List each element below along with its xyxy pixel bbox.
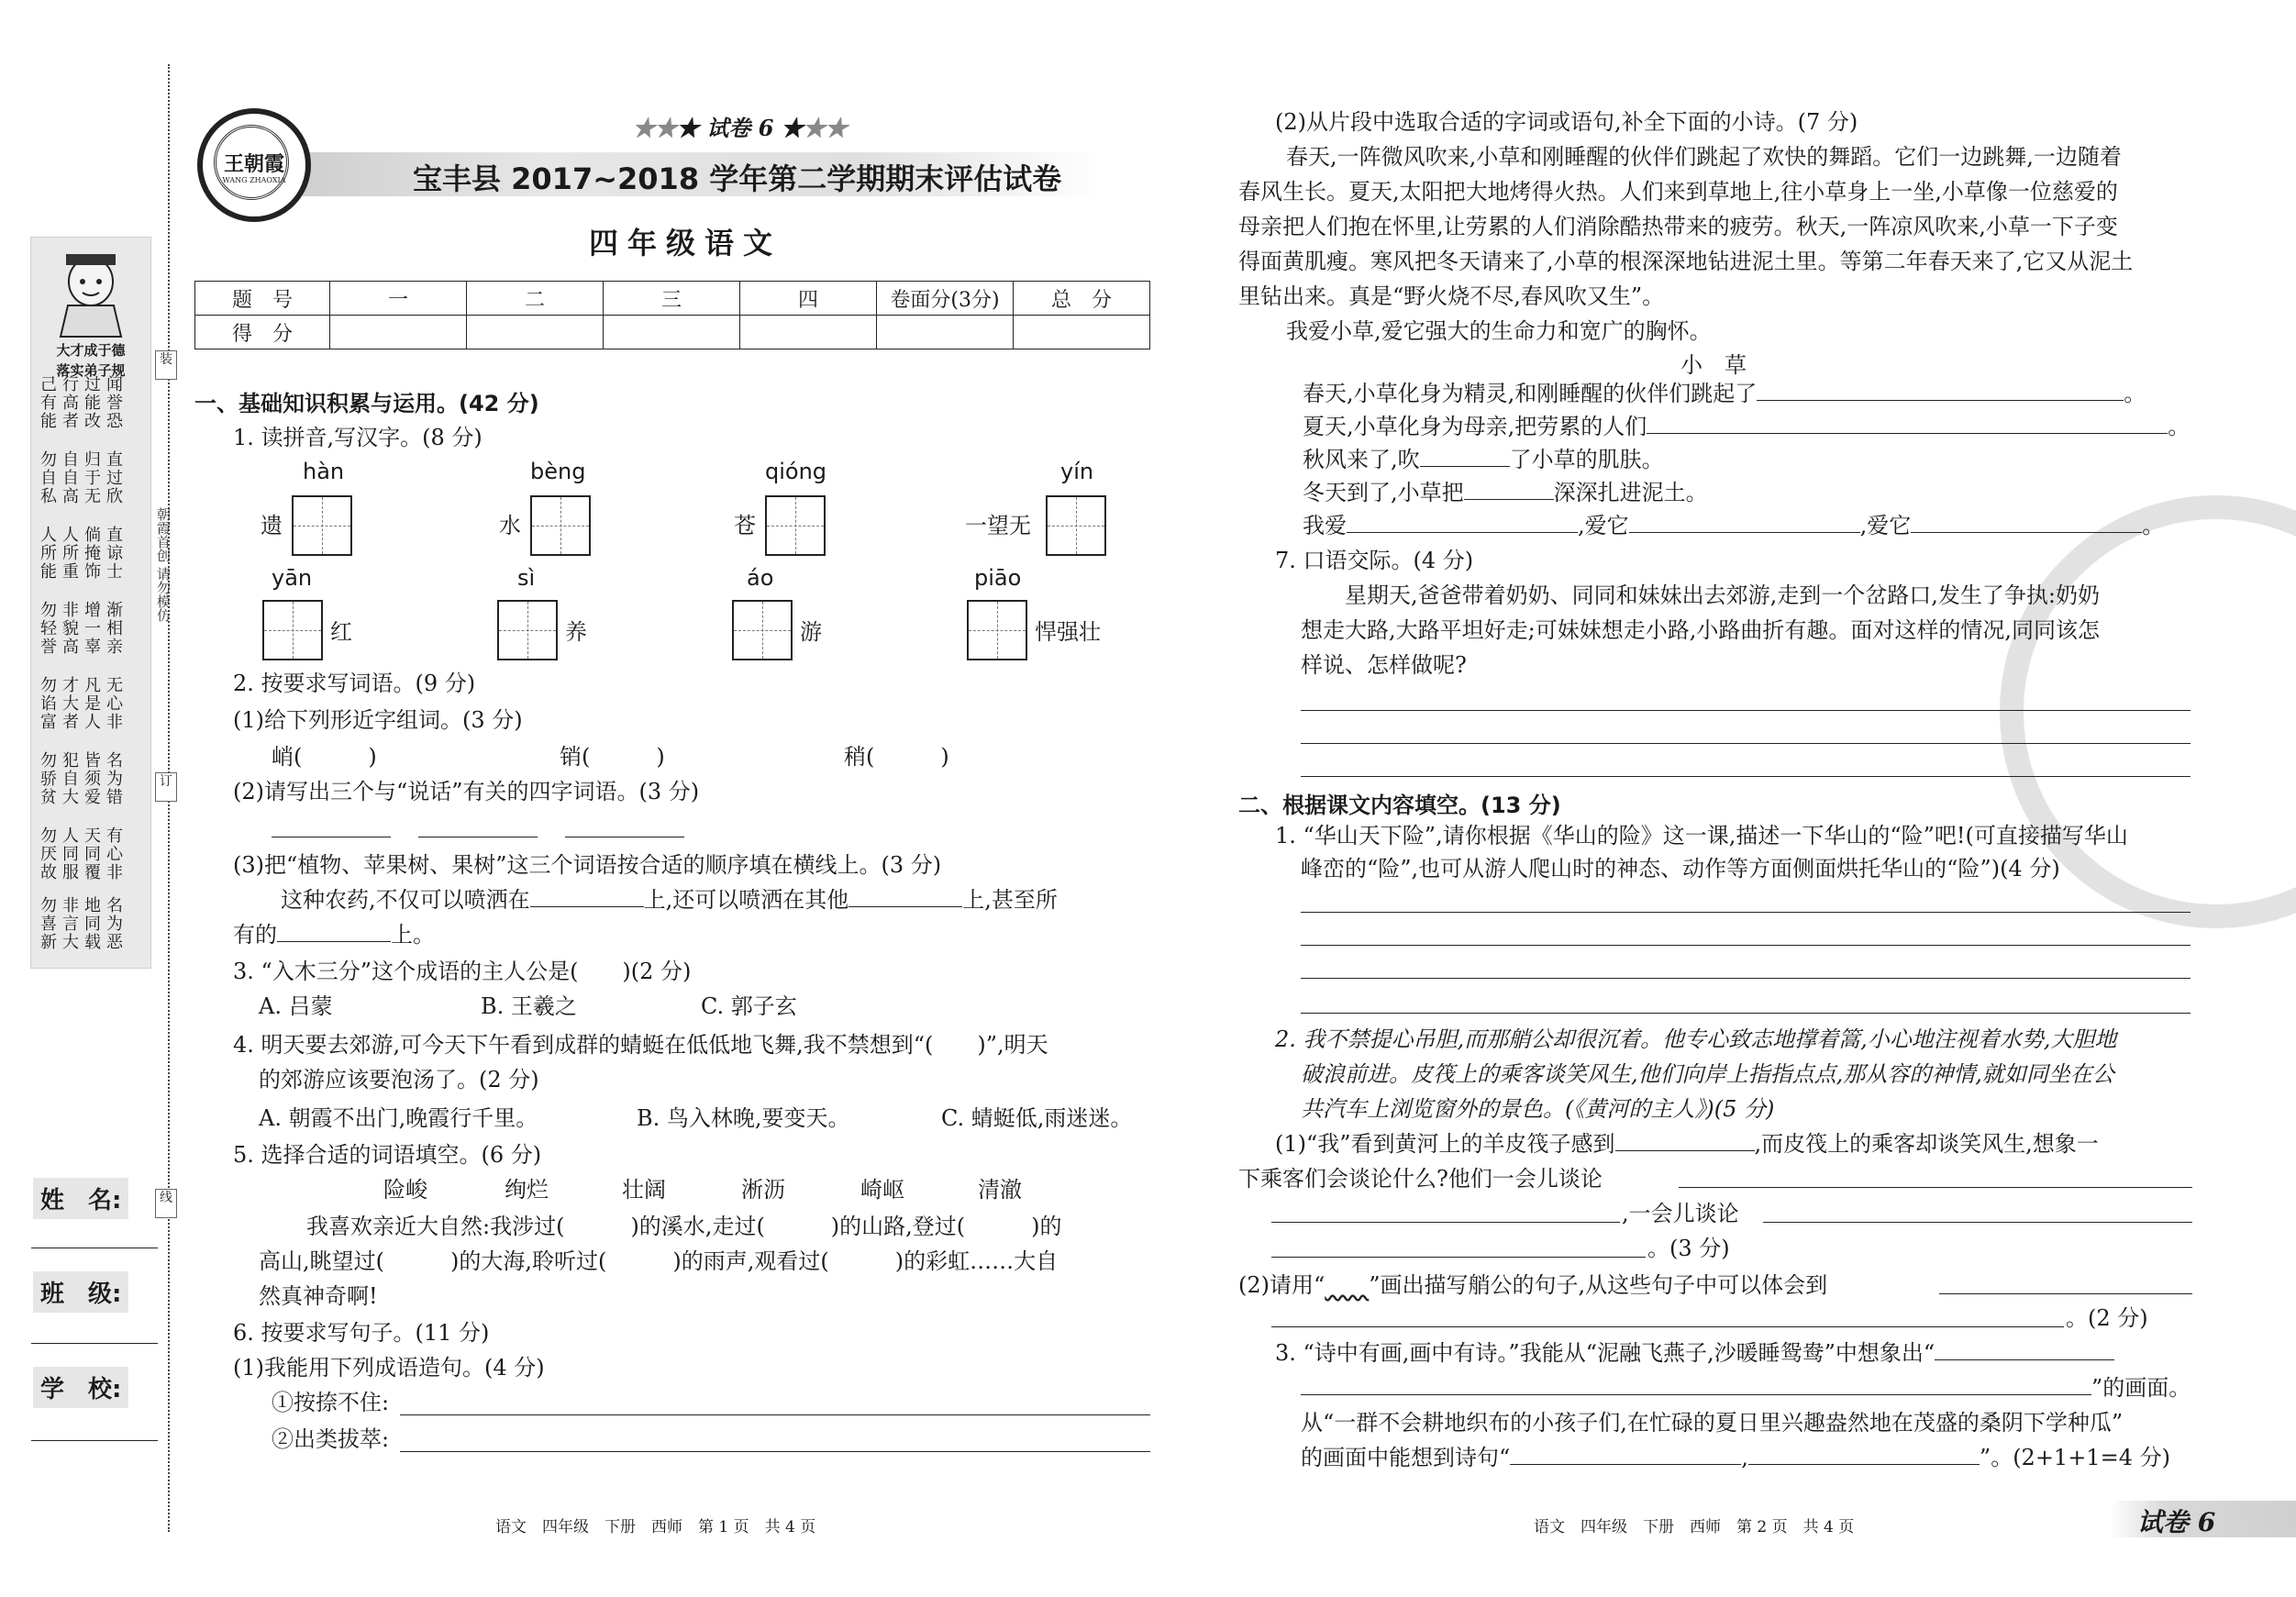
score-cell: 一 <box>330 282 467 316</box>
answer-line[interactable] <box>1301 945 2191 946</box>
text: 有的 <box>233 922 277 948</box>
q2-1-item-3[interactable]: 稍( ) <box>844 744 949 770</box>
s2q2-1-line-1 <box>1275 1126 2099 1161</box>
s2q2-1-line-2 <box>1238 1161 1603 1196</box>
poem-line-3 <box>1303 442 1664 477</box>
passage-line-3: 母亲把人们抱在怀里,让劳累的人们消除酷热带来的疲劳。秋天,一阵凉风吹来,小草一下子变 <box>1238 214 2118 239</box>
star-icon: ★★ <box>633 115 677 141</box>
q5-word-2: 绚烂 <box>505 1177 549 1203</box>
fill-blank[interactable] <box>1420 446 1510 467</box>
q6-2-title: (2)从片段中选取合适的字词或语句,补全下面的小诗。(7 分) <box>1275 109 1858 135</box>
q4-option-a[interactable]: A. 朝霞不出门,晚霞行千里。 <box>259 1105 538 1131</box>
footer-left: 语文 四年级 下册 西师 第 1 页 共 4 页 <box>495 1518 816 1536</box>
pinyin-8-suffix: 悍强壮 <box>1035 619 1101 645</box>
q5-line-2: 高山,眺望过( )的大海,聆听过( )的雨声,观看过( )的彩虹……大自 <box>259 1248 1059 1274</box>
q2-1-item-1[interactable]: 峭( ) <box>272 744 377 770</box>
char-box-3[interactable] <box>765 495 826 556</box>
wavy-line-sample <box>1325 1272 1369 1298</box>
q6-title: 6. 按要求写句子。(11 分) <box>233 1320 490 1346</box>
set-label-row <box>633 110 848 142</box>
pinyin-3-prefix: 苍 <box>734 513 756 538</box>
char-box-4[interactable] <box>1046 495 1106 556</box>
q5-word-1: 险峻 <box>383 1177 427 1203</box>
pinyin-4-prefix: 一望无 <box>965 513 1031 538</box>
school-label: 学 校: <box>33 1367 128 1408</box>
fill-blank[interactable] <box>849 886 962 907</box>
text: ”的画面。 <box>2091 1375 2191 1401</box>
motto-7: 勿人天有 厌同同心 故服覆非 <box>40 826 128 882</box>
pinyin-7-suffix: 游 <box>800 619 822 645</box>
star-icon: ★ <box>677 115 699 141</box>
passage-line-1: 春天,一阵微风吹来,小草和刚睡醒的伙伴们跳起了欢快的舞蹈。它们一边跳舞,一边随着 <box>1286 144 2122 170</box>
fill-blank[interactable] <box>1464 479 1554 500</box>
passage-line-4: 得面黄肌瘦。寒风把冬天请来了,小草的根深深地钻进泥土里。等第二年春天来了,它又从泥土 <box>1238 249 2134 274</box>
pinyin-3: qióng <box>765 459 827 484</box>
s2q1-line-1: 1. “华山天下险”,请你根据《华山的险》这一课,描述一下华山的“险”吧!(可直接描写华山 <box>1275 823 2128 848</box>
text: 我爱 <box>1303 513 1347 538</box>
fill-blank[interactable] <box>1301 1374 2091 1395</box>
answer-line[interactable] <box>1271 1257 1646 1258</box>
char-box-6[interactable] <box>497 600 558 660</box>
text: 上,还可以喷洒在其他 <box>643 887 849 913</box>
page-tag-text: 试卷 6 <box>2137 1507 2216 1537</box>
s2q1-line-2: 峰峦的“险”,也可从游人爬山时的神态、动作等方面侧面烘托华山的“险”)(4 分) <box>1301 856 2060 882</box>
pinyin-1-prefix: 遗 <box>261 513 283 538</box>
score-cell: 三 <box>604 282 740 316</box>
q2-3-sentence-cont <box>233 917 435 952</box>
q4-option-c[interactable]: C. 蜻蜓低,雨迷迷。 <box>941 1105 1133 1131</box>
motto-1: 己行过闻 有高能誉 能者改恐 <box>40 375 128 431</box>
subject-title: 四年级语文 <box>589 226 782 261</box>
q5-word-4: 淅沥 <box>741 1177 785 1203</box>
poem-line-1 <box>1303 376 2146 411</box>
q2-title: 2. 按要求写词语。(9 分) <box>233 671 476 696</box>
text: ,爱它 <box>1859 513 1912 538</box>
pinyin-4: yín <box>1060 459 1094 484</box>
poem-line-4 <box>1303 475 1708 510</box>
q7-line-2: 想走大路,大路平坦好走;可妹妹想走小路,小路曲折有趣。面对这样的情况,同同该怎 <box>1301 617 2100 643</box>
score-header-row <box>195 282 1150 316</box>
q3-title: 3. “入木三分”这个成语的主人公是( )(2 分) <box>233 959 692 984</box>
text: 3. “诗中有画,画中有诗。”我能从“泥融飞燕子,沙暖睡鸳鸯”中想象出“ <box>1275 1340 1936 1366</box>
answer-line[interactable] <box>1271 1326 2064 1327</box>
answer-line[interactable] <box>400 1451 1150 1452</box>
text: ”。(2+1+1=4 分) <box>1979 1445 2170 1470</box>
logo-text: 王朝霞 <box>223 152 284 176</box>
text: , <box>1741 1445 1748 1470</box>
poem-title: 小 草 <box>1680 352 1747 378</box>
score-input[interactable] <box>604 316 740 349</box>
q2-1-item-2[interactable]: 销( ) <box>560 744 665 770</box>
char-box-5[interactable] <box>262 600 323 660</box>
star-icon: ★★ <box>803 115 848 141</box>
q2-1-title: (1)给下列形近字组词。(3 分) <box>233 707 523 733</box>
section-1-title: 一、基础知识积累与运用。(42 分) <box>194 391 539 416</box>
text: (1)“我”看到黄河上的羊皮筏子感到 <box>1275 1131 1615 1157</box>
class-field[interactable] <box>31 1343 158 1344</box>
score-cell: 总 分 <box>1014 282 1150 316</box>
s2q3-line-4 <box>1301 1440 2170 1475</box>
score-input[interactable] <box>330 316 467 349</box>
fill-blank[interactable] <box>1911 512 2142 533</box>
score-input[interactable] <box>467 316 604 349</box>
fill-blank[interactable] <box>1629 512 1860 533</box>
motto-5: 勿才凡无 谄大是心 富者人非 <box>40 676 128 732</box>
fill-blank[interactable] <box>1748 1444 1980 1465</box>
q2-3-sentence <box>281 882 1058 917</box>
s2q2-line-1: 2. 我不禁提心吊胆,而那艄公却很沉着。他专心致志地撑着篙,小心地注视着水势,大胆地 <box>1275 1026 2117 1052</box>
pinyin-1: hàn <box>303 459 345 484</box>
q7-title: 7. 口语交际。(4 分) <box>1275 548 1474 573</box>
q4-title-cont: 的郊游应该要泡汤了。(2 分) <box>259 1067 539 1092</box>
s2q3-line-1 <box>1275 1336 2114 1370</box>
q2-2-title: (2)请写出三个与“说话”有关的四字词语。(3 分) <box>233 779 700 804</box>
passage-line-2: 春风生长。夏天,太阳把大地烤得火热。人们来到草地上,往小草身上一坐,小草像一位慈爱的 <box>1238 179 2118 205</box>
q5-line-3: 然真神奇啊! <box>259 1283 378 1309</box>
q5-word-3: 壮阔 <box>622 1177 666 1203</box>
score-value-row <box>195 316 1150 349</box>
motto-8: 勿非地名 喜言同为 新大载恶 <box>40 896 128 952</box>
char-box-1[interactable] <box>292 495 352 556</box>
answer-line[interactable] <box>1679 1187 2192 1188</box>
motto-4: 勿非增渐 轻貌一相 誉高辜亲 <box>40 601 128 657</box>
score-input[interactable] <box>1014 316 1150 349</box>
answer-line[interactable] <box>1301 1013 2191 1014</box>
q3-option-a[interactable]: A. 吕蒙 <box>259 993 333 1019</box>
text: 夏天,小草化身为母亲,把劳累的人们 <box>1303 414 1647 439</box>
q4-title: 4. 明天要去郊游,可今天下午看到成群的蜻蜓在低低地飞舞,我不禁想到“( )”,明天 <box>233 1032 1048 1058</box>
score-cell: 卷面分(3分) <box>877 282 1014 316</box>
school-field[interactable] <box>31 1440 158 1441</box>
q7-line-1: 星期天,爸爸带着奶奶、同同和妹妹出去郊游,走到一个岔路口,发生了争执:奶奶 <box>1345 582 2100 608</box>
char-box-7[interactable] <box>732 600 793 660</box>
pinyin-7: áo <box>747 565 774 591</box>
scholar-mascot-icon <box>40 245 141 340</box>
score-input[interactable] <box>877 316 1014 349</box>
text: ,爱它 <box>1578 513 1629 538</box>
text: 这种农药,不仅可以喷洒在 <box>281 887 530 913</box>
score-cell: 得 分 <box>195 316 330 349</box>
q6-1-title: (1)我能用下列成语造句。(4 分) <box>233 1355 545 1381</box>
q6-1-b-label: ②出类拔萃: <box>272 1426 390 1452</box>
q5-word-6: 清澈 <box>978 1177 1022 1203</box>
score-table <box>194 281 1150 349</box>
binding-tag-1: 装 <box>155 350 177 380</box>
motto-6: 勿犯皆名 骄自须为 贫大爱错 <box>40 751 128 807</box>
q2-3-title: (3)把“植物、苹果树、果树”这三个词语按合适的顺序填在横线上。(3 分) <box>233 852 942 878</box>
poem-line-5 <box>1303 508 2164 543</box>
text: 上,甚至所 <box>962 887 1058 913</box>
s2q3-line-3: 从“一群不会耕地织布的小孩子们,在忙碌的夏日里兴趣盎然地在茂盛的桑阴下学种瓜” <box>1301 1410 2124 1436</box>
char-box-8[interactable] <box>967 600 1027 660</box>
pinyin-5-suffix: 红 <box>330 619 352 645</box>
s2q3-line-2 <box>1301 1370 2191 1405</box>
fill-blank[interactable] <box>1935 1339 2114 1360</box>
s2q2-2-score: 。(2 分) <box>2066 1305 2148 1331</box>
fill-blank[interactable] <box>1757 380 2124 401</box>
section-2-title: 二、根据课文内容填空。(13 分) <box>1238 793 1561 818</box>
q1-title: 1. 读拼音,写汉字。(8 分) <box>233 425 482 450</box>
fill-blank[interactable] <box>530 886 644 907</box>
text: 。 <box>2142 513 2165 538</box>
motto-2: 勿自归直 自自于过 私高无欣 <box>40 450 128 506</box>
q3-option-c[interactable]: C. 郭子玄 <box>701 993 797 1019</box>
page-tag <box>2110 1501 2296 1537</box>
text: 秋风来了,吹 <box>1303 447 1420 472</box>
text: 。 <box>2168 414 2191 439</box>
answer-line[interactable] <box>1301 743 2191 744</box>
s2q2-1-line-3: ,一会儿谈论 <box>1622 1201 1739 1226</box>
q5-line-1: 我喜欢亲近大自然:我涉过( )的溪水,走过( )的山路,登过( )的 <box>306 1214 1062 1239</box>
answer-line[interactable] <box>1301 912 2191 913</box>
text: 的画面中能想到诗句“ <box>1301 1445 1511 1470</box>
s2q2-line-2: 破浪前进。皮筏上的乘客谈笑风生,他们向岸上指指点点,那从容的神情,就如同坐在公 <box>1301 1061 2114 1087</box>
score-cell: 二 <box>467 282 604 316</box>
pinyin-2-prefix: 水 <box>499 513 521 538</box>
score-cell: 题 号 <box>195 282 330 316</box>
brand-logo <box>197 108 311 222</box>
name-label: 姓 名: <box>33 1178 128 1219</box>
q7-line-3: 样说、怎样做呢? <box>1301 652 1467 678</box>
pinyin-8: piāo <box>974 565 1022 591</box>
binding-tag-2: 订 <box>155 772 177 802</box>
answer-line[interactable] <box>1301 710 2191 711</box>
fill-blank[interactable] <box>1615 1130 1755 1151</box>
text: 上。 <box>391 922 435 948</box>
motto-3: 人人倘直 所所掩谅 能重饰士 <box>40 526 128 582</box>
score-input[interactable] <box>740 316 877 349</box>
answer-line[interactable] <box>1301 776 2191 777</box>
passage-end: 我爱小草,爱它强大的生命力和宽广的胸怀。 <box>1286 318 1712 344</box>
copyright-note: 朝霞首创 请勿模仿 <box>155 506 172 622</box>
answer-line[interactable] <box>1763 1222 2192 1223</box>
poem-line-2 <box>1303 409 2190 444</box>
answer-line[interactable] <box>400 1414 1150 1415</box>
q5-word-5: 崎岖 <box>860 1177 904 1203</box>
q5-title: 5. 选择合适的词语填空。(6 分) <box>233 1142 542 1168</box>
s2q2-2-line <box>1238 1268 1827 1303</box>
pinyin-6: sì <box>517 565 536 591</box>
text: ”画出描写艄公的句子,从这些句子中可以体会到 <box>1369 1272 1828 1298</box>
text: 冬天到了,小草把 <box>1303 480 1464 505</box>
text: 下乘客们会谈论什么?他们一会儿谈论 <box>1238 1166 1603 1192</box>
pinyin-2: bèng <box>530 459 586 484</box>
answer-line[interactable] <box>1939 1293 2192 1294</box>
fill-blank[interactable] <box>277 921 391 942</box>
text: ,而皮筏上的乘客却谈笑风生,想象一 <box>1754 1131 2099 1157</box>
answer-line[interactable] <box>1301 978 2191 979</box>
s2q2-line-3: 共汽车上浏览窗外的景色。(《黄河的主人》)(5 分) <box>1301 1096 1775 1122</box>
q4-option-b[interactable]: B. 鸟入林晚,要变天。 <box>637 1105 850 1131</box>
s2q2-1-score: 。(3 分) <box>1647 1236 1730 1261</box>
set-label: 试卷 6 <box>706 115 774 141</box>
star-icon: ★ <box>781 115 804 141</box>
text: 。 <box>2124 381 2146 406</box>
answer-line[interactable] <box>1271 1222 1620 1223</box>
pinyin-6-suffix: 养 <box>565 619 587 645</box>
text: (2)请用“ <box>1238 1272 1325 1298</box>
q6-1-a-label: ①按捺不住: <box>272 1390 390 1415</box>
pinyin-5: yān <box>272 565 313 591</box>
text: 了小草的肌肤。 <box>1509 447 1664 472</box>
footer-right: 语文 四年级 下册 西师 第 2 页 共 4 页 <box>1534 1518 1855 1536</box>
exam-title: 宝丰县 2017~2018 学年第二学期期末评估试卷 <box>413 161 1062 196</box>
fill-blank[interactable] <box>1510 1444 1741 1465</box>
sidebar-badge: 大才成于德 落实弟子规 <box>56 342 126 379</box>
text: 春天,小草化身为精灵,和刚睡醒的伙伴们跳起了 <box>1303 381 1758 406</box>
score-cell: 四 <box>740 282 877 316</box>
class-label: 班 级: <box>33 1271 128 1313</box>
logo-subtext: WANG ZHAOXIA <box>222 176 286 184</box>
fill-blank[interactable] <box>1647 413 2168 434</box>
passage-line-5: 里钻出来。真是“野火烧不尽,春风吹又生”。 <box>1238 283 1665 309</box>
char-box-2[interactable] <box>530 495 591 556</box>
q3-option-b[interactable]: B. 王羲之 <box>481 993 577 1019</box>
binding-tag-3: 线 <box>155 1189 177 1218</box>
fill-blank[interactable] <box>1347 512 1578 533</box>
text: 深深扎进泥土。 <box>1553 480 1708 505</box>
